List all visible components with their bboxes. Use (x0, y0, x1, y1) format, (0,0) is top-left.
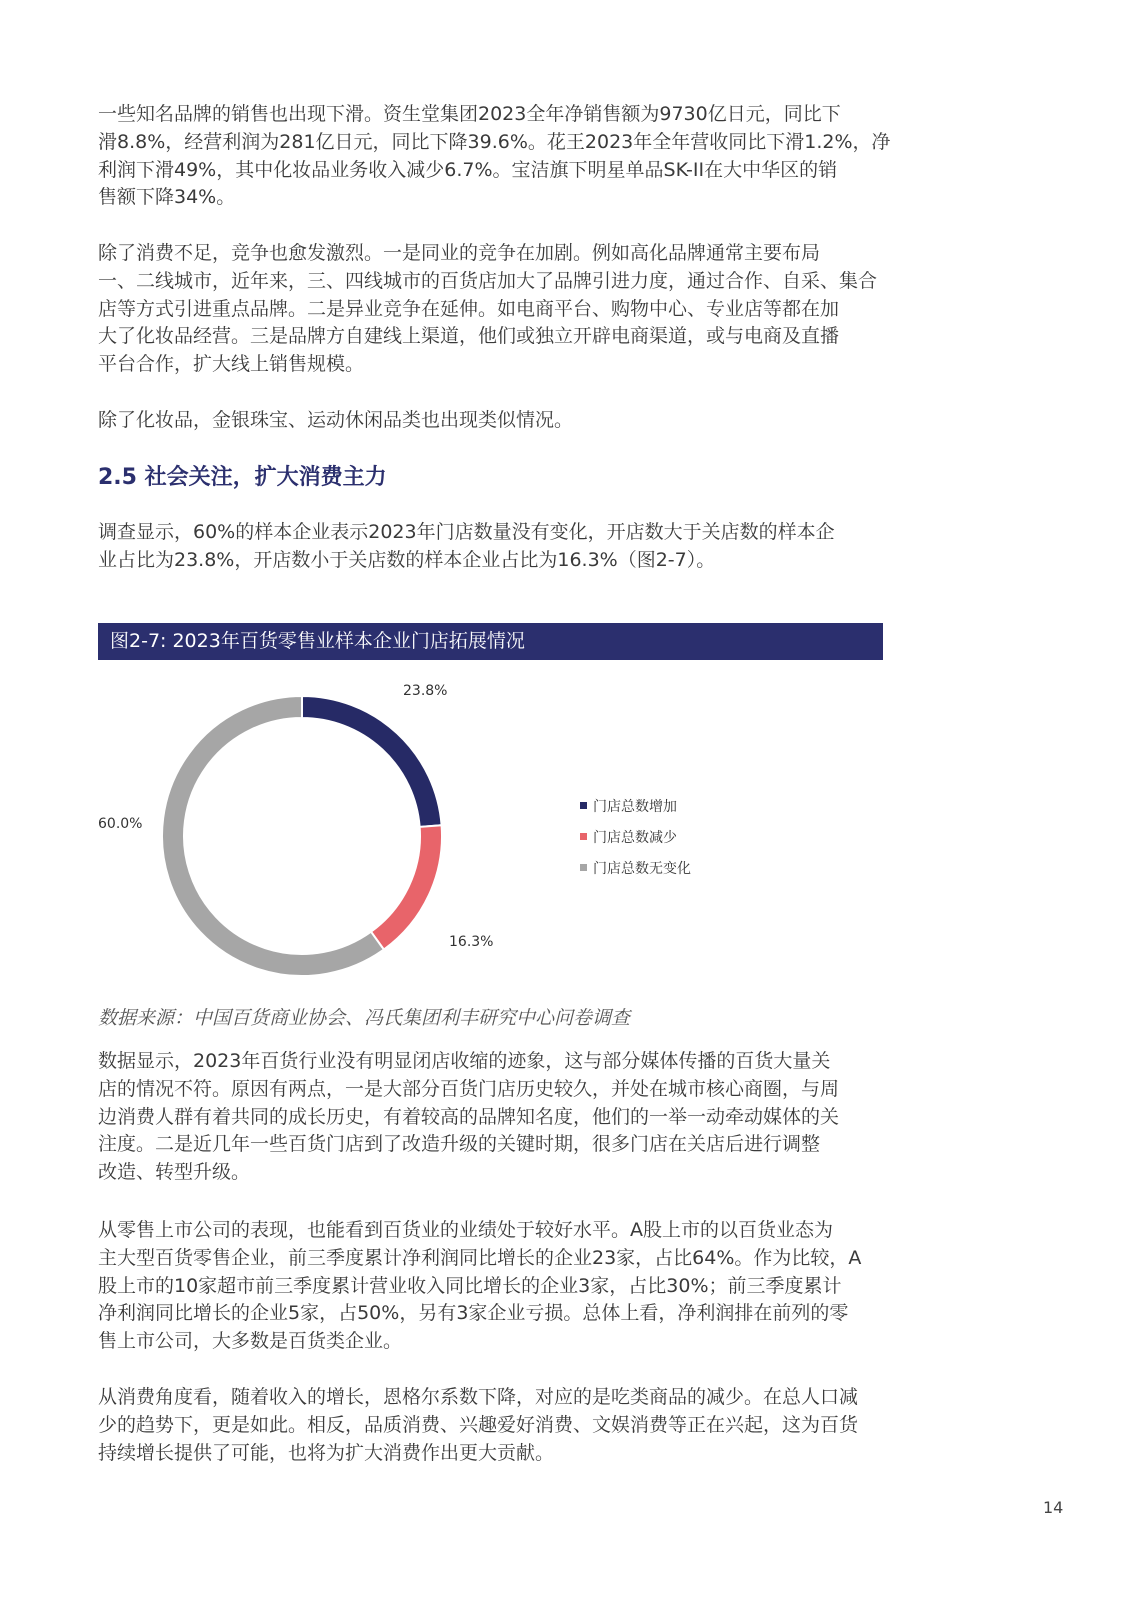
text-line: 除了化妆品，金银珠宝、运动休闲品类也出现类似情况。 (98, 409, 574, 431)
paragraph-no-closures (98, 1048, 898, 1187)
text-line: 店等方式引进重点品牌。二是异业竞争在延伸。如电商平台、购物中心、专业店等都在加 (98, 297, 840, 320)
text-line: 平台合作，扩大线上销售规模。 (98, 353, 365, 376)
text-line: 一、二线城市，近年来，三、四线城市的百货店加大了品牌引进力度，通过合作、自采、集合 (98, 269, 878, 292)
figure-title-bar: 图2-7: 2023年百货零售业样本企业门店拓展情况 (98, 623, 883, 660)
text-line: 店的情况不符。原因有两点，一是大部分百货门店历史较久，并处在城市核心商圈，与周 (98, 1077, 840, 1100)
text-line: 持续增长提供了可能，也将为扩大消费作出更大贡献。 (98, 1441, 555, 1464)
text-line: 利润下滑49%，其中化妆品业务收入减少6.7%。宝洁旗下明星单品SK-II在大中华区的销 (98, 158, 838, 181)
text-line: 滑8.8%，经营利润为281亿日元，同比下降39.6%。花王2023年全年营收同比下滑1.2%，净 (98, 130, 891, 153)
section-heading: 2.5 社会关注，扩大消费主力 (98, 465, 387, 490)
text-line: 一些知名品牌的销售也出现下滑。资生堂集团2023全年净销售额为9730亿日元，同比下 (98, 103, 841, 125)
text-line: 主大型百货零售企业，前三季度累计净利润同比增长的企业23家，占比64%。作为比较，A (98, 1246, 862, 1269)
donut-slice-1 (371, 825, 442, 949)
text-line: 净利润同比增长的企业5家，占50%，另有3家企业亏损。总体上看，净利润排在前列的零 (98, 1302, 849, 1325)
text-line: 从零售上市公司的表现，也能看到百货业的业绩处于较好水平。A股上市的以百货业态为 (98, 1219, 833, 1241)
legend-swatch (580, 802, 587, 809)
text-line: 售上市公司，大多数是百货类企业。 (98, 1330, 403, 1353)
paragraph-consumption (98, 1384, 898, 1467)
data-label-decrease: 16.3% (449, 934, 494, 950)
donut-slice-2 (162, 696, 384, 976)
paragraph-listed-companies (98, 1217, 898, 1356)
chart-legend (580, 796, 691, 889)
donut-slice-0 (302, 696, 442, 827)
text-line: 业占比为23.8%，开店数小于关店数的样本企业占比为16.3%（图2-7）。 (98, 548, 716, 571)
text-line: 股上市的10家超市前三季度累计营业收入同比增长的企业3家，占比30%；前三季度累计 (98, 1274, 842, 1297)
text-line: 除了消费不足，竞争也愈发激烈。一是同业的竞争在加剧。例如高化品牌通常主要布局 (98, 242, 821, 264)
text-line: 售额下降34%。 (98, 186, 236, 209)
legend-item-unchanged: 门店总数无变化 (580, 858, 691, 889)
data-label-increase: 23.8% (403, 683, 448, 699)
legend-swatch (580, 833, 587, 840)
text-line: 改造、转型升级。 (98, 1161, 251, 1184)
page-number: 14 (1043, 1498, 1064, 1517)
text-line: 少的趋势下，更是如此。相反，品质消费、兴趣爱好消费、文娱消费等正在兴起，这为百货 (98, 1413, 859, 1436)
legend-item-increase: 门店总数增加 (580, 796, 691, 827)
text-line: 大了化妆品经营。三是品牌方自建线上渠道，他们或独立开辟电商渠道，或与电商及直播 (98, 325, 840, 348)
legend-item-decrease: 门店总数减少 (580, 827, 691, 858)
text-line: 调查显示，60%的样本企业表示2023年门店数量没有变化，开店数大于关店数的样本企 (98, 521, 835, 543)
legend-swatch (580, 864, 587, 871)
text-line: 边消费人群有着共同的成长历史，有着较高的品牌知名度，他们的一举一动牵动媒体的关 (98, 1105, 840, 1128)
text-line: 从消费角度看，随着收入的增长，恩格尔系数下降，对应的是吃类商品的减少。在总人口减 (98, 1386, 859, 1408)
data-label-unchanged: 60.0% (98, 816, 143, 832)
text-line: 注度。二是近几年一些百货门店到了改造升级的关键时期，很多门店在关店后进行调整 (98, 1133, 821, 1156)
text-line: 数据显示，2023年百货行业没有明显闭店收缩的迹象，这与部分媒体传播的百货大量关 (98, 1050, 831, 1072)
data-source-caption: 数据来源：中国百货商业协会、冯氏集团利丰研究中心问卷调查 (98, 1007, 631, 1029)
